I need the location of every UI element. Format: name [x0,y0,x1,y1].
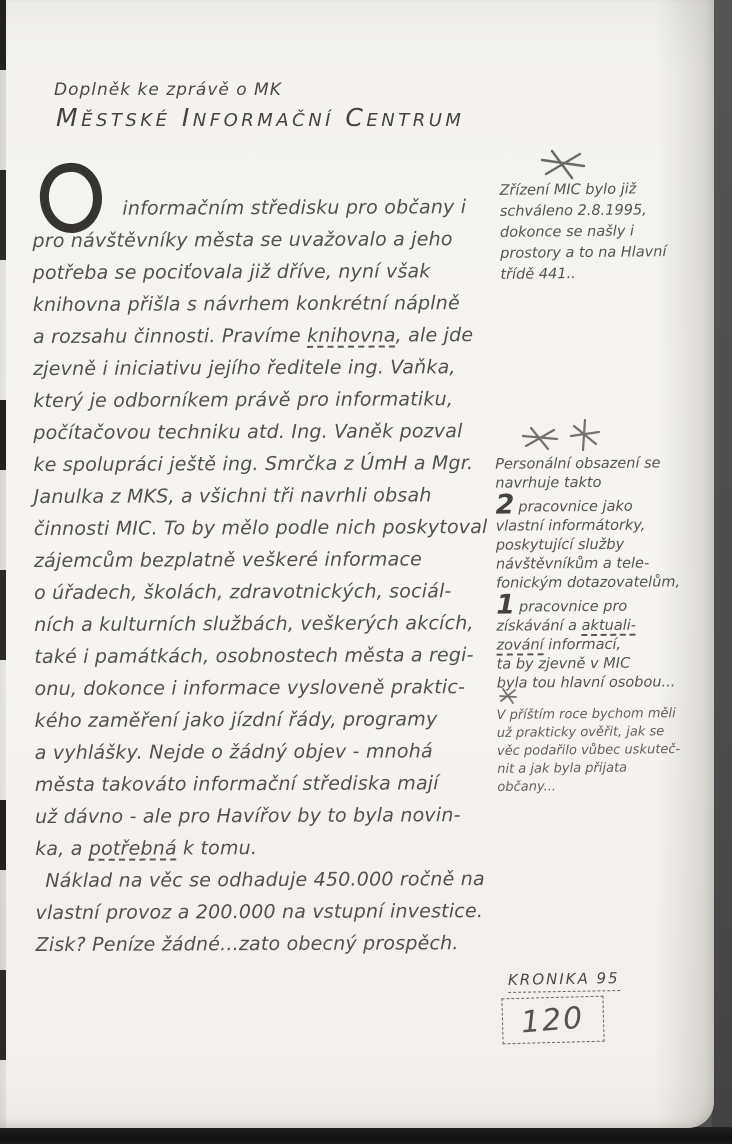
text-line: počítačovou techniku atd. Ing. Vaněk pozval [33,420,463,445]
text-line: už dávno - ale pro Havířov by to byla novin- [35,804,461,829]
text-line: o úřadech, školách, zdravotnických, sociál- [34,580,452,605]
note-line: návštěvníkům a tele- [495,555,650,573]
text-segment: k tomu. [176,837,258,860]
text-segment: a rozsahu činnosti. Pravíme [32,324,308,349]
margin-note-outlook [497,705,681,797]
note-line: prostory a to na Hlavní [500,244,667,262]
page-title: Městské Informační Centrum [56,103,465,132]
text-segment: pracovnice pro [518,598,628,616]
note-line: už prakticky ověřit, jak se [496,724,665,741]
note-line [495,489,679,521]
text-segment: získávání a [496,618,582,635]
staff-count-one: 1 [496,589,516,621]
x-mark-icon [540,146,586,182]
underlined-word: knihovna [307,324,396,347]
text-line: a vyhlášky. Nejde o žádný objev - mnohá [34,740,433,765]
text-line: zájemcům bezplatně veškeré informace [33,548,423,573]
note-line: třídě 441.. [500,266,576,283]
text-line: Náklad na věc se odhaduje 450.000 ročně na [45,868,485,892]
text-line: také i památkách, osobnostech města a regi- [34,644,474,669]
staff-count-two: 2 [495,489,515,521]
text-line: zjevně i iniciativu jejího ředitele ing. Vaňka, [33,356,456,381]
page-binding-edge [0,0,6,1128]
margin-note-staffing [495,454,681,693]
x-mark-icon [498,686,518,706]
note-line [496,616,680,636]
text-line: ních a kulturních službách, veškerých akcích, [34,612,474,637]
text-line: informačním středisku pro občany i [122,196,467,220]
note-line: poskytující služby [495,536,625,554]
note-line: navrhuje takto [495,474,602,492]
text-segment: , ale jde [395,324,474,347]
text-line [33,319,511,353]
note-line: občany... [497,779,557,795]
note-line [496,635,680,655]
note-line: V příštím roce bychom měli [496,706,676,723]
text-line: pro návštěvníky města se uvažovalo a jeho [32,228,453,253]
note-line: fonickým dotazovatelům, [496,574,681,592]
underlined-word: aktuali- [581,617,637,635]
text-line [35,831,513,865]
page-number-box [501,996,604,1045]
text-line: potřeba se pociťovala již dříve, nyní však [32,260,431,285]
text-line: kého zaměření jako jízdní řády, programy [34,708,438,733]
note-line: nit a jak byla přijata [497,760,628,777]
note-line: Zřízení MIC bylo již [499,181,637,199]
text-segment: ka, a [35,837,89,861]
text-line: onu, dokonce i informace vysloveně praktic- [34,676,466,701]
page-number: 120 [520,1000,586,1040]
note-line: schváleno 2.8.1995, [499,202,647,220]
note-line: vlastní informátorky, [495,517,646,535]
text-segment: pracovnice jako [518,498,633,516]
text-line: ke spolupráci ještě ing. Smrčka z ÚmH a Mgr. [33,452,474,477]
main-text-block [32,191,516,961]
text-segment: informací, [543,636,622,654]
page-supertitle: Doplněk ke zprávě o MK [54,80,282,100]
scanner-edge-bottom [0,1127,732,1144]
text-line: knihovna přišla s návrhem konkrétní náplně [32,292,460,317]
text-line: Janulka z MKS, a všichni tři navrhli obsah [33,484,432,509]
scanner-edge-right [712,0,732,1144]
note-line: věc podařilo vůbec uskuteč- [496,742,681,759]
text-line: činnosti MIC. To by mělo podle nich poskytoval [33,516,488,541]
note-line: dokonce se našly i [499,223,635,241]
note-line: byla tou hlavní osobou... [496,674,676,692]
underlined-word: potřebná [88,837,177,860]
chronicle-label: KRONIKA 95 [508,969,620,993]
note-line: Personální obsazení se [495,455,661,473]
x-mark-icon [522,424,558,452]
margin-note-opening [499,179,666,286]
underlined-word: zování [496,637,544,654]
note-line: ta by zjevně v MIC [496,655,631,673]
note-line [496,589,680,621]
text-line: který je odborníkem právě pro informatiku, [33,388,454,413]
text-line: vlastní provoz a 200.000 na vstupní investice. [35,900,484,925]
text-line: Zisk? Peníze žádné...zato obecný prospěch. [35,932,459,957]
text-line: města takováto informační střediska mají [34,772,439,797]
x-mark-icon [568,418,602,452]
